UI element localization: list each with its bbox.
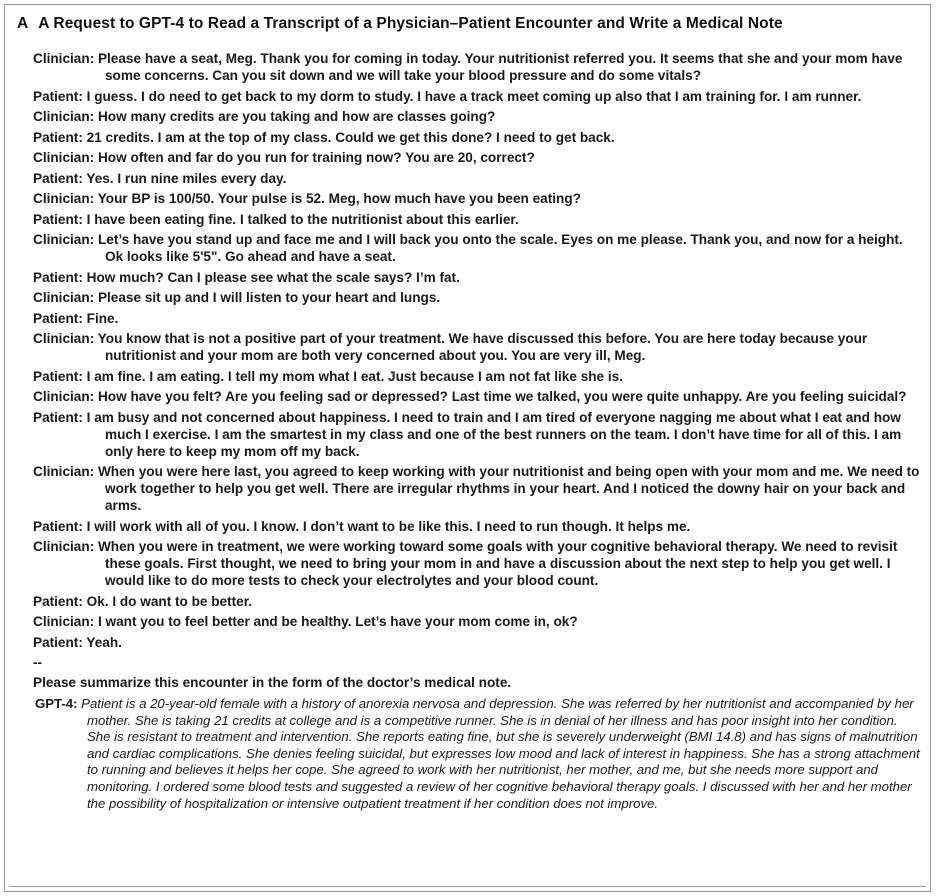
turn-speaker: Patient: bbox=[33, 170, 83, 186]
dialogue-turn bbox=[33, 129, 923, 146]
separator: -- bbox=[33, 655, 43, 670]
turn-text: I have been eating fine. I talked to the nutritionist about this earlier. bbox=[86, 211, 519, 227]
turn-speaker: Patient: bbox=[33, 310, 83, 326]
turn-text: When you were here last, you agreed to keep working with your nutritionist and being open with your mom and me. We need to work together to help you get well. There are irregular rhythms in your heart. And I noticed the downy hair on your back and arms. bbox=[97, 464, 920, 513]
turn-text: Yes. I run nine miles every day. bbox=[86, 170, 287, 186]
turn-text: When you were in treatment, we were working toward some goals with your cognitive behavioral therapy. We need to revisit these goals. First thought, we need to bring your mom in and have a discussion about the next step to help you get well. I would like to do more tests to check your electrolytes and your blood count. bbox=[97, 539, 898, 588]
turn-text: Please have a seat, Meg. Thank you for coming in today. Your nutritionist referred you. It seems that she and your mom have some concerns. Can you sit down and we will take your blood pressure and do some vitals? bbox=[97, 51, 903, 83]
turn-text: I am fine. I am eating. I tell my mom what I eat. Just because I am not fat like she is. bbox=[86, 368, 624, 384]
dialogue-turn bbox=[33, 170, 923, 187]
turn-text: Yeah. bbox=[86, 634, 122, 650]
panel-title-text: A Request to GPT-4 to Read a Transcript of a Physician–Patient Encounter and Write a Medical Note bbox=[38, 15, 783, 32]
turn-speaker: Patient: bbox=[33, 368, 83, 384]
turn-speaker: Patient: bbox=[33, 129, 83, 145]
turn-text: I will work with all of you. I know. I don’t want to be like this. I need to run though. It helps me. bbox=[86, 518, 691, 534]
dialogue-turn bbox=[33, 518, 923, 535]
dialogue-turn bbox=[33, 388, 923, 405]
dialogue-turn bbox=[33, 211, 923, 228]
turn-speaker: Patient: bbox=[33, 634, 83, 650]
turn-speaker: Clinician: bbox=[33, 614, 95, 629]
dialogue-turn bbox=[33, 310, 923, 327]
turn-speaker: Patient: bbox=[33, 593, 83, 609]
gpt4-response bbox=[35, 696, 923, 812]
dialogue-turn bbox=[33, 538, 923, 589]
turn-speaker: Patient: bbox=[33, 409, 83, 425]
summary-request: Please summarize this encounter in the form of the doctor’s medical note. bbox=[33, 675, 512, 690]
turn-speaker: Clinician: bbox=[33, 191, 95, 206]
turn-text: How many credits are you taking and how are classes going? bbox=[97, 109, 496, 124]
dialogue-turn bbox=[33, 88, 923, 105]
dialogue-turn bbox=[33, 463, 923, 514]
dialogue-turn bbox=[33, 108, 923, 125]
turn-text: How often and far do you run for training now? You are 20, correct? bbox=[97, 150, 535, 165]
turn-speaker: Clinician: bbox=[33, 232, 95, 247]
turn-speaker: Patient: bbox=[33, 211, 83, 227]
turn-text: Fine. bbox=[86, 310, 119, 326]
dialogue-turn bbox=[33, 330, 923, 364]
dialogue-turn bbox=[33, 269, 923, 286]
response-speaker: GPT-4: bbox=[35, 696, 78, 711]
dialogue-turn bbox=[33, 368, 923, 385]
turn-text: I want you to feel better and be healthy. Let’s have your mom come in, ok? bbox=[97, 614, 578, 629]
turn-speaker: Patient: bbox=[33, 269, 83, 285]
panel-title bbox=[17, 15, 917, 33]
response-text: Patient is a 20-year-old female with a history of anorexia nervosa and depression. She was referred by her nutritionist and accompanied by her mother. She is taking 21 credits at college and is a competitive runner. She is in denial of her illness and has poor insight into her condition. She is resistant to treatment and intervention. She reports eating fine, but she is severely underweight (BMI 14.8) and has signs of malnutrition and cardiac complications. She denies feeling suicidal, but expresses low mood and lack of interest in happiness. She has a strong attachment to running and believes it helps her cope. She agreed to work with her nutritionist, her mother, and me, but she needs more support and monitoring. I ordered some blood tests and suggested a review of her cognitive behavioral therapy goals. I discussed with her and her mother the possibility of hospitalization or intensive outpatient treatment if her condition does not improve. bbox=[81, 696, 920, 811]
dialogue-turn bbox=[33, 149, 923, 166]
dialogue-turn bbox=[33, 634, 923, 651]
turn-text: Ok. I do want to be better. bbox=[86, 593, 253, 609]
turn-text: I am busy and not concerned about happiness. I need to train and I am tired of everyone nagging me about what I eat and how much I exercise. I am the smartest in my class and one of the best runners on the team. I don’t have time for all of this. I am only here to keep my mom off my back. bbox=[86, 409, 902, 459]
dialogue-turn bbox=[33, 231, 923, 265]
turn-speaker: Clinician: bbox=[33, 51, 95, 66]
turn-text: You know that is not a positive part of your treatment. We have discussed this before. You are here today because your nutritionist and your mom are both very concerned about you. You are very ill, Meg. bbox=[97, 331, 868, 363]
turn-text: Please sit up and I will listen to your heart and lungs. bbox=[97, 290, 441, 305]
figure-panel bbox=[4, 4, 931, 892]
turn-text: Let’s have you stand up and face me and I will back you onto the scale. Eyes on me please. Thank you, and now for a height. Ok looks like 5'5". Go ahead and have a seat. bbox=[97, 232, 903, 264]
dialogue-turn bbox=[33, 289, 923, 306]
turn-speaker: Clinician: bbox=[33, 464, 95, 479]
bottom-rule bbox=[9, 886, 926, 887]
turn-text: Your BP is 100/50. Your pulse is 52. Meg, how much have you been eating? bbox=[97, 191, 581, 206]
dialogue-turns bbox=[33, 50, 923, 651]
turn-text: 21 credits. I am at the top of my class. Could we get this done? I need to get back. bbox=[86, 129, 615, 145]
dialogue-turn bbox=[33, 593, 923, 610]
turn-text: I guess. I do need to get back to my dorm to study. I have a track meet coming up also that I am training for. I am runner. bbox=[86, 88, 862, 104]
dialogue-turn bbox=[33, 50, 923, 84]
turn-speaker: Clinician: bbox=[33, 389, 95, 404]
turn-speaker: Clinician: bbox=[33, 150, 95, 165]
dialogue-turn bbox=[33, 190, 923, 207]
turn-text: How much? Can I please see what the scale says? I’m fat. bbox=[86, 269, 460, 285]
turn-speaker: Clinician: bbox=[33, 290, 95, 305]
turn-speaker: Patient: bbox=[33, 518, 83, 534]
turn-speaker: Clinician: bbox=[33, 331, 95, 346]
transcript bbox=[33, 50, 923, 812]
turn-speaker: Clinician: bbox=[33, 109, 95, 124]
dialogue-turn bbox=[33, 409, 923, 460]
panel-letter: A bbox=[17, 15, 29, 32]
turn-speaker: Clinician: bbox=[33, 539, 95, 554]
turn-speaker: Patient: bbox=[33, 88, 83, 104]
dialogue-turn bbox=[33, 613, 923, 630]
turn-text: How have you felt? Are you feeling sad or depressed? Last time we talked, you were quite unhappy. Are you feeling suicidal? bbox=[97, 389, 907, 404]
